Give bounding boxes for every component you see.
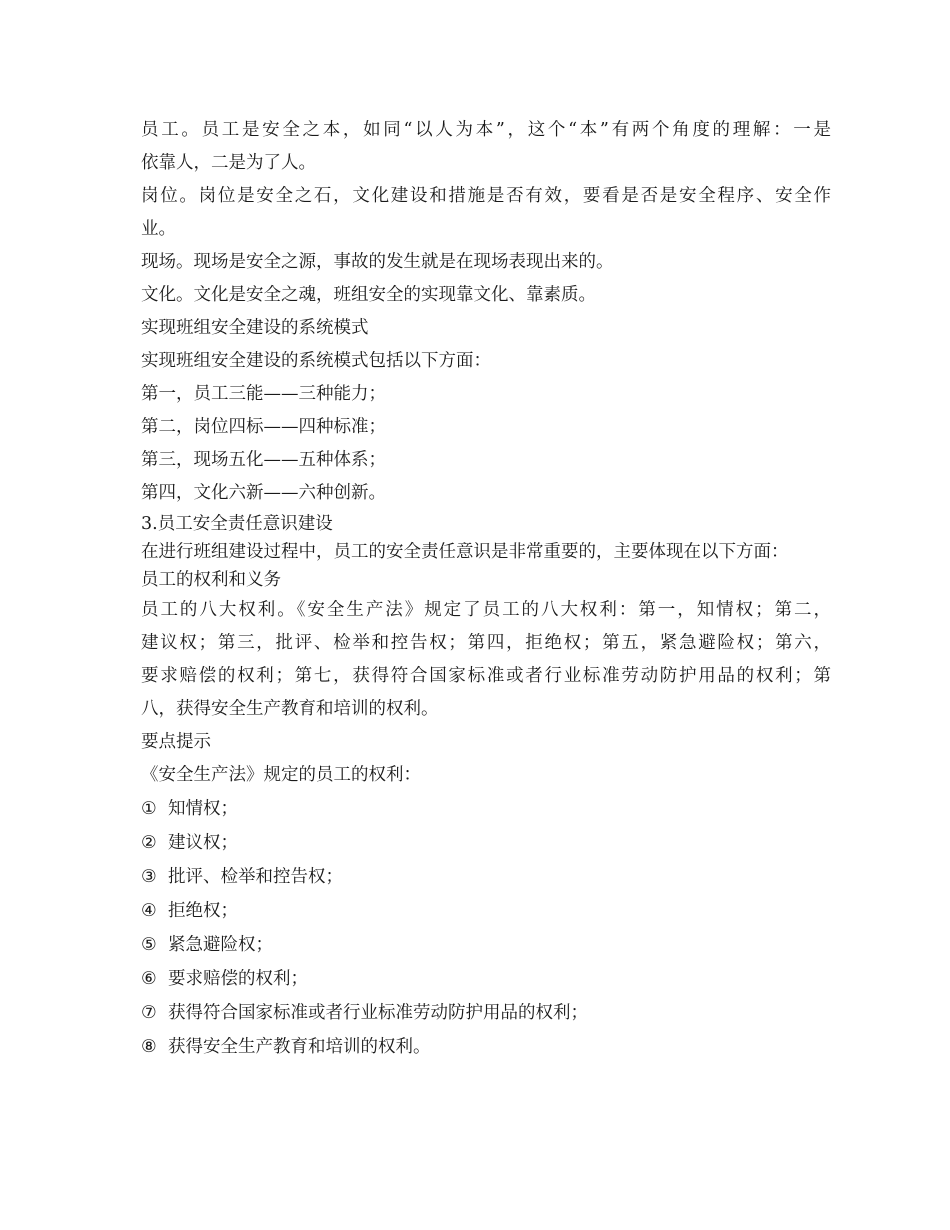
list-number: ⑥ — [141, 969, 157, 989]
rights-list-item — [141, 792, 831, 826]
list-text: 获得符合国家标准或者行业标准劳动防护用品的权利； — [168, 1003, 588, 1023]
paragraph-line: 岗位。岗位是安全之石，文化建设和措施是否有效，要看是否是安全程序、安全作 — [141, 186, 831, 206]
paragraph-line: 实现班组安全建设的系统模式包括以下方面： — [141, 351, 491, 371]
list-number: ① — [141, 799, 157, 819]
paragraph-line: 业。 — [141, 219, 176, 239]
paragraph-line: 在进行班组建设过程中，员工的安全责任意识是非常重要的，主要体现在以下方面： — [141, 542, 789, 562]
list-text: 知情权； — [168, 799, 238, 819]
list-number: ③ — [141, 867, 157, 887]
rights-list-item — [141, 894, 831, 928]
section-heading: 3.员工安全责任意识建设 — [141, 514, 333, 534]
list-item: 第三，现场五化——五种体系； — [141, 450, 386, 470]
list-number: ⑧ — [141, 1037, 157, 1057]
paragraph-line: 八，获得安全生产教育和培训的权利。 — [141, 699, 439, 719]
list-text: 批评、检举和控告权； — [168, 867, 343, 887]
paragraph-line: 员工的八大权利。《安全生产法》规定了员工的八大权利：第一，知情权；第二， — [141, 600, 831, 620]
paragraph-line: 《安全生产法》规定的员工的权利： — [141, 765, 421, 785]
paragraph-line: 现场。现场是安全之源，事故的发生就是在现场表现出来的。 — [141, 252, 614, 272]
section-heading: 实现班组安全建设的系统模式 — [141, 318, 369, 338]
list-text: 要求赔偿的权利； — [168, 969, 308, 989]
paragraph-line: 依靠人，二是为了人。 — [141, 153, 316, 173]
list-item: 第二，岗位四标——四种标准； — [141, 417, 386, 437]
list-item: 第一，员工三能——三种能力； — [141, 384, 386, 404]
paragraph-line: 员工。员工是安全之本，如同“以人为本”，这个“本”有两个角度的理解：一是 — [141, 120, 831, 140]
list-number: ⑤ — [141, 935, 157, 955]
list-text: 建议权； — [168, 833, 238, 853]
section-heading: 要点提示 — [141, 732, 211, 752]
rights-list-item — [141, 962, 831, 996]
paragraph-line: 文化。文化是安全之魂，班组安全的实现靠文化、靠素质。 — [141, 285, 596, 305]
rights-list-item — [141, 928, 831, 962]
paragraph-line: 要求赔偿的权利；第七，获得符合国家标准或者行业标准劳动防护用品的权利；第 — [141, 666, 831, 686]
rights-list-item — [141, 996, 831, 1030]
paragraph-line: 建议权；第三，批评、检举和控告权；第四，拒绝权；第五，紧急避险权；第六， — [141, 633, 831, 653]
list-number: ⑦ — [141, 1003, 157, 1023]
list-text: 拒绝权； — [168, 901, 238, 921]
rights-list-item — [141, 1030, 831, 1064]
rights-list-item — [141, 826, 831, 860]
list-number: ② — [141, 833, 157, 853]
section-heading: 员工的权利和义务 — [141, 570, 281, 590]
list-number: ④ — [141, 901, 157, 921]
list-text: 紧急避险权； — [168, 935, 273, 955]
document-body — [141, 114, 831, 1064]
list-item: 第四，文化六新——六种创新。 — [141, 483, 386, 503]
rights-list-item — [141, 860, 831, 894]
list-text: 获得安全生产教育和培训的权利。 — [168, 1037, 431, 1057]
